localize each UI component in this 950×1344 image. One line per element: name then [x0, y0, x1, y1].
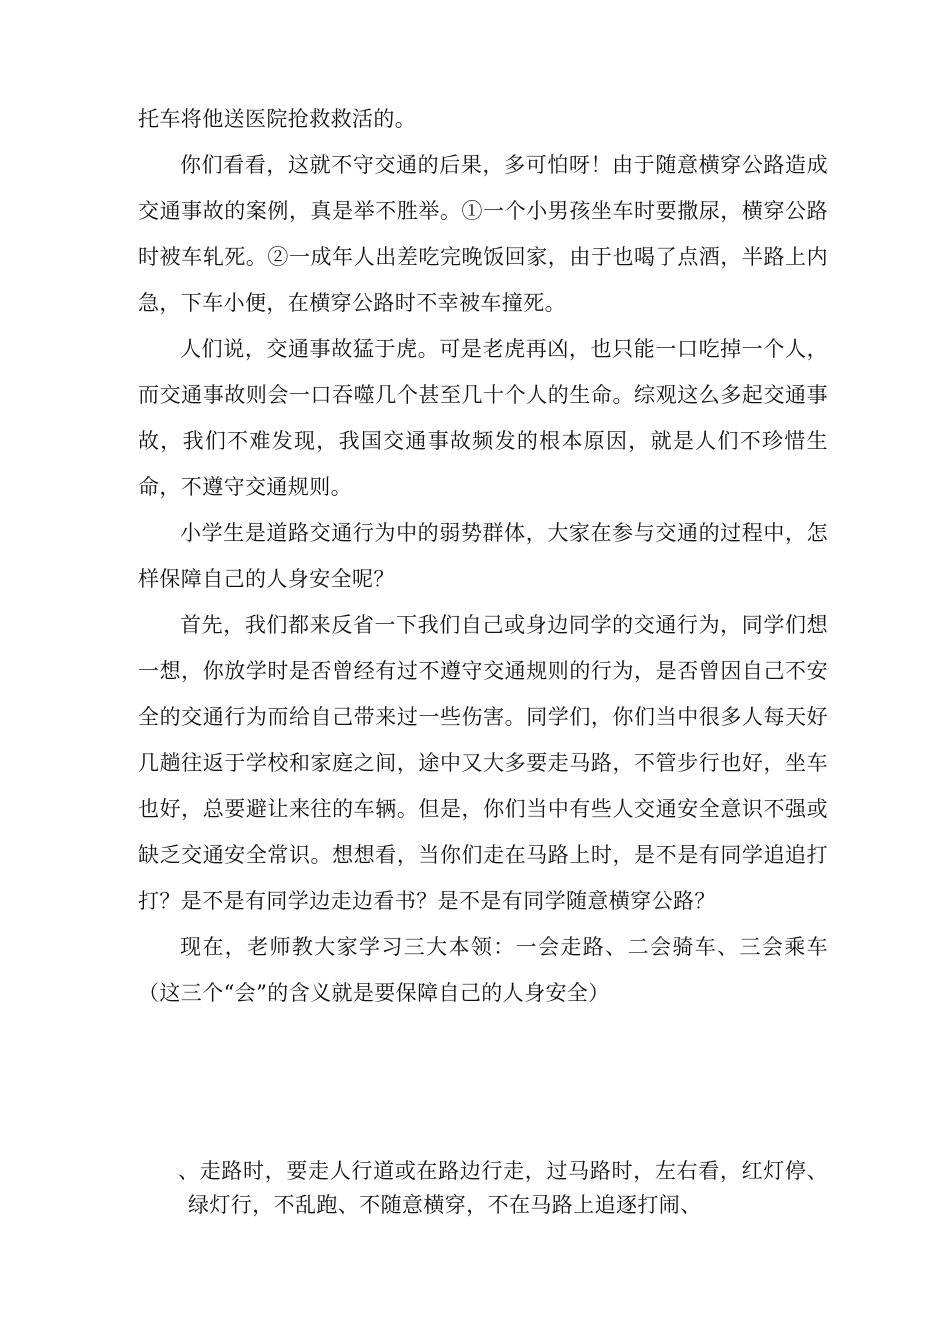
paragraph-tiger: 人们说，交通事故猛于虎。可是老虎再凶，也只能一口吃掉一个人，而交通事故则会一口吞噬几个甚至几十个人的生命。综观这么多起交通事故，我们不难发现，我国交通事故频发的根本原因，就是人们不珍惜生命，不遵守交通规则。 [138, 337, 828, 499]
paragraph-three-skills: 现在，老师教大家学习三大本领：一会走路、二会骑车、三会乘车（这三个“会”的含义就是要保障自己的人身安全） [138, 935, 828, 1005]
body-text [138, 96, 828, 1016]
paragraph-students: 小学生是道路交通行为中的弱势群体，大家在参与交通的过程中，怎样保障自己的人身安全呢？ [138, 521, 828, 591]
list-section [178, 1154, 828, 1222]
paragraph-continuation: 托车将他送医院抢救救活的。 [138, 107, 417, 131]
paragraph-reflection: 首先，我们都来反省一下我们自己或身边同学的交通行为，同学们想一想，你放学时是否曾经有过不遵守交通规则的行为，是否曾因自己不安全的交通行为而给自己带来过一些伤害。同学们，你们当中很多人每天好几趟往返于学校和家庭之间，途中又大多要走马路，不管步行也好，坐车也好，总要避让来往的车辆。但是，你们当中有些人交通安全意识不强或缺乏交通安全常识。想想看，当你们走在马路上时，是不是有同学追追打打？是不是有同学边走边看书？是不是有同学随意横穿公路？ [138, 613, 828, 913]
list-item-walking: 、走路时，要走人行道或在路边行走，过马路时，左右看，红灯停、绿灯行，不乱跑、不随意横穿，不在马路上追逐打闹、 [178, 1159, 828, 1217]
paragraph-consequences: 你们看看，这就不守交通的后果，多可怕呀！由于随意横穿公路造成交通事故的案例，真是举不胜举。①一个小男孩坐车时要撒尿，横穿公路时被车轧死。②一成年人出差吃完晚饭回家，由于也喝了点酒，半路上内急，下车小便，在横穿公路时不幸被车撞死。 [138, 153, 828, 315]
